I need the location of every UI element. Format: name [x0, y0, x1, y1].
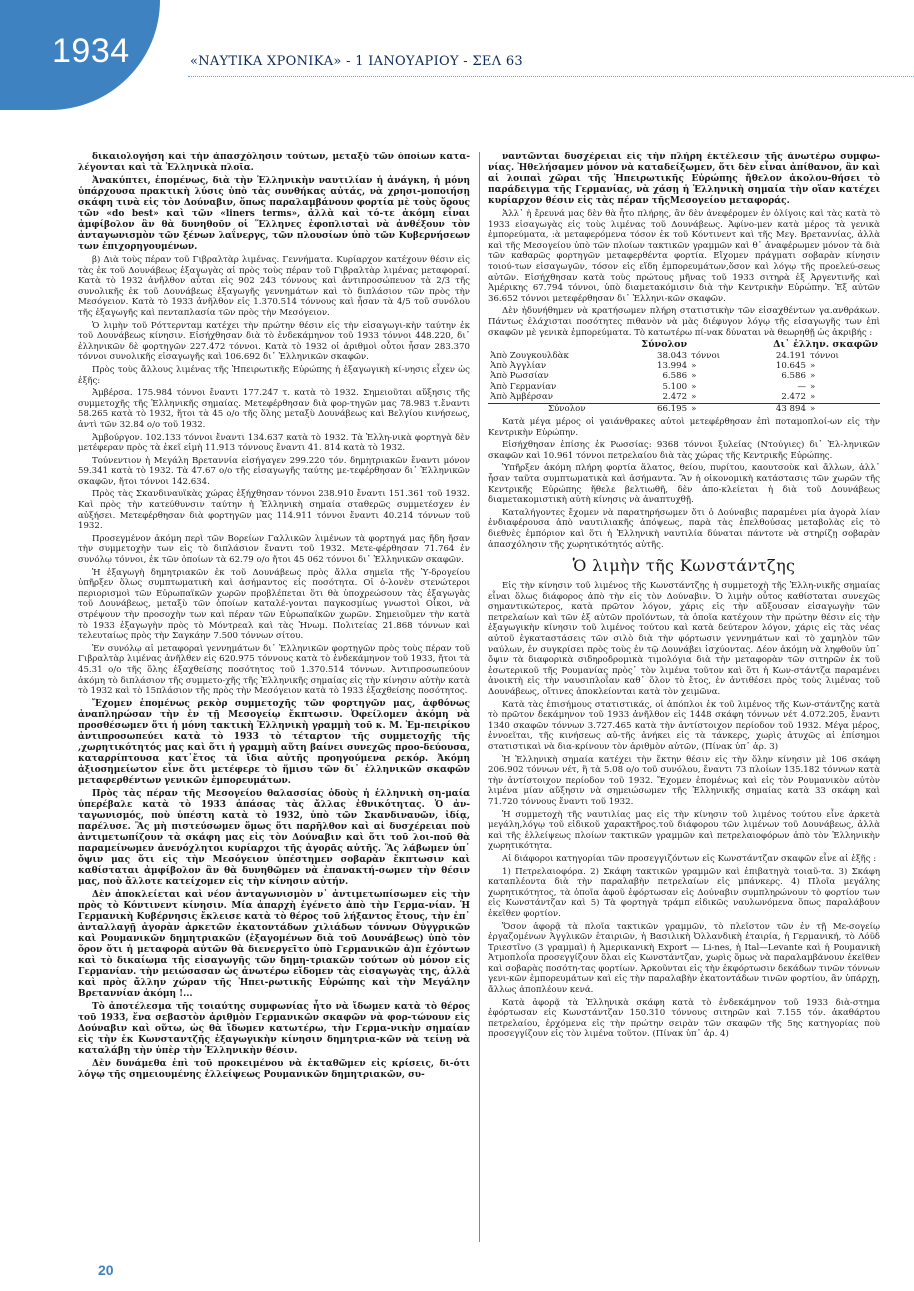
- paragraph: β) Διὰ τοὺς πέραν τοῦ Γιβραλτὰρ λιμένας. Γεννήματα. Κυρίαρχον κατέχουν θέσιν εἰς τὰς ἐκ τοῦ Δουνάβεως ἐξαγωγὰς αἱ πρὸς τοὺς πέραν τοῦ Γιβραλτὰρ λιμένας μεταφοραί. Κατὰ τὸ 1932 ἀνῆλθον αὗται εἰς 902 243 τόννους καὶ ἀντιπροσώπευον τὰ 2/3 τῆς συνολικῆς ἐκ τοῦ Δουνάβεως ἐξαγωγῆς γεννημάτων καὶ τὸ διπλάσιον τῶν πρὸς τὴν Μεσόγειον. Κατὰ τὸ 1933 ἀνῆλθον εἰς 1.370.514 τόννους καὶ ἦσαν τὰ 4/5 τοῦ συνόλου τῆς ἐξαγωγῆς καὶ πενταπλασία τῶν πρὸς τὴν Μεσόγειον.: [78, 255, 470, 318]
- paragraph: Πρὸς τοὺς ἄλλους λιμένας τῆς Ἠπειρωτικῆς Εὐρώπης ἡ ἐξαγωγικὴ κί-νησις εἶχεν ὡς ἑξῆς:: [78, 364, 470, 386]
- section-title-constanta: Ὁ λιμὴν τῆς Κωνστάντζης: [572, 556, 796, 576]
- coal-origin: Ἀπὸ Ρωσσίαν: [490, 371, 549, 382]
- coal-total-unit: τόννοι: [691, 350, 720, 361]
- table-row-total: [488, 403, 880, 414]
- paragraph: Ἀλλ᾽ ἡ ἔρευνά μας δὲν θὰ ἦτο πλήρης, ἂν δὲν ἀνεφέρομεν ἐν ὀλίγοις καὶ τὰς κατὰ τὸ 1933 εἰσαγωγὰς εἰς τοὺς λιμένας τοῦ Δουνάβεως. Ἀφίνο-μεν κατὰ μέρος τὰ γενικὰ ἐμπορεύματα, :ὰ μεταφερόμενα τόσον ἐκ τοῦ Κόντινεντ καὶ τῆς Μεγ. Βρεταννίας, ἀλλὰ καὶ τῆς Μεσογείου ὑπὸ τῶν πλοίων τακτικῶν γραμμῶν καὶ θ᾽ ἀναφέρωμεν μόνον τὰ διὰ τῶν καθαρῶς φορτηγῶν μεταφερθέντα φορτία. Εἴχομεν πράγματι σοβαρὰν κίνησιν τοιού-των εἰσαγωγῶν, τόσον εἰς εἴδη ἐμπορευμάτων,ὅσον καὶ λόγῳ τῆς προελεύ-σεως αὐτῶν. Εἰσήχθησαν κατὰ τοὺς πρώτους μῆνας τοῦ 1933 σιτηρὰ ἐξ Ἀργεντινῆς καὶ Ἀμέρικης 67.794 τόννοι, ὑπὸ διαμετακόμισιν διὰ τὴν Κεντρικὴν Εὐρώπην. Ἐξ αὐτῶν 36.652 τόννοι μετεφέρθησαν δι᾽ Ἑλληνι-κῶν σκαφῶν.: [488, 209, 880, 304]
- right-after-table-paragraphs: [488, 417, 880, 550]
- page-number: 20: [98, 1262, 114, 1278]
- paragraph: Ὑπῆρξεν ἀκόμη πλήρη φορτία ἅλατος, θείου, πυρίτου, καουτσοὺκ καὶ ἄλλων, ἀλλ᾽ ἦσαν ταῦτα συμπτωματικὰ καὶ ἀσήμαντα. Ἂν ἡ οἰκονομικὴ κατάστασις τῶν χωρῶν τῆς Κεντρικῆς Εὐρώπης ἤθελε βελτιωθῆ, δὲν ἀπο-κλείεται ἡ διὰ τοῦ Δουνάβεως διαμετακομιστικὴ αὐτὴ κίνησις νὰ ἀναπτυχθῇ.: [488, 463, 880, 506]
- table-row: [488, 361, 880, 371]
- paragraph: Κατὰ ἀφορᾷ τὰ Ἑλληνικὰ σκάφη κατὰ τὸ ἑνδεκάμηνον τοῦ 1933 διὰ-στημα ἐφόρτωσαν εἰς Κωνστάντζαν 150.310 τόννους σιτηρῶν καὶ 7.155 τόν. ἀκαθάρτου πετρελαίου, ἐρχόμενα εἰς τὴν πρώτην σειρὰν τῶν σκαφῶν τῆς 5ης κατηγορίας ποὺ προσεγγίζουν εἰς τὸν λιμένα τοῦτον. (Πίνακ ὑπ᾽ ἀρ. 4): [488, 997, 880, 1040]
- paragraph: Αἱ διάφοροι κατηγορίαι τῶν προσεγγιζόντων εἰς Κωνστάντζαν σκαφῶν εἶνε αἱ ἑξῆς :: [502, 853, 877, 864]
- coal-origin: Ἀπὸ Ζουγκουλδὰκ: [490, 350, 569, 361]
- table-row: [488, 392, 880, 403]
- left-column: [78, 152, 470, 1242]
- coal-imports-table: [488, 340, 880, 414]
- paragraph: 1) Πετρελαιοφόρα. 2) Σκάφη τακτικῶν γραμμῶν καὶ ἐπιβατηγὰ τοιαῦ-τα. 3) Σκάφη καταπλέοντα διὰ τὴν παραλαβὴν πετρελαίων εἰς μπάνκερς. 4) Πλοῖα μεγάλης χωρητικότητος, τὰ ὁποῖα ἀφοῦ ἐφόρτωσαν εἰς Δούναβιν συμπληρώνουν τὸ φορτίον των εἰς Κωνστάντζαν καὶ 5) Τὰ φορτηγὰ τράμπ εἰδικῶς ναυλωνόμενα ὅπως παραλάβουν ἐκεῖθεν φορτίον.: [488, 866, 880, 919]
- right-intro-paragraphs: [488, 152, 880, 338]
- paragraph: Ἀμβέρσα. 175.984 τόννοι ἔναντι 177.247 τ. κατὰ τὸ 1932. Σημειοῦται αὔξησις τῆς συμμετοχῆς τῆς Ἑλληνικῆς σημαίας. Μετεφέρθησαν διὰ φορ-τηγῶν μας 78.983 τ.ἔναντι 58.265 κατὰ τὸ 1932, ἤτοι τὰ 45 ο/ο τῆς ὅλης μεταξὺ Δουνάβεως καὶ Βελγίου κινήσεως, ἀντὶ τῶν 32.84 ο/ο τοῦ 1932.: [78, 388, 470, 430]
- paragraph: Προσεγμένον ἀκόμη περὶ τῶν Βορείων Γαλλικῶν λιμένων τὰ φορτηγά μας ἤδη ἤσαν τὴν συμμετοχὴν των εἰς τὸ διπλάσιον ἔναντι τοῦ 1932. Μετε-φέρθησαν 71.764 ἐν συνόλῳ τόννοι, ἐκ τῶν ὁποίων τὰ 62.79 ο/ο ἤτοι 45 062 τόννοι δι᾽ Ἑλληνικῶν σκαφῶν.: [78, 533, 470, 566]
- coal-greek-unit: »: [809, 360, 816, 371]
- year-label: 1934: [52, 32, 130, 70]
- column-divider: [479, 152, 480, 1242]
- table-row: [488, 351, 880, 361]
- paragraph: Ἀμβούργον. 102.133 τόννοι ἔναντι 134.637 κατὰ τὸ 1932. Τὰ Ἑλλη-νικὰ φορτηγὰ δὲν μετέφεραν πρὸς τὰ ἐκεῖ εἰμὴ 11.913 τόννους ἔναντι 41. 814 κατὰ τὸ 1932.: [78, 432, 470, 454]
- paragraph: Ἡ Ἑλληνικὴ σημαία κατέχει τὴν ἕκτην θέσιν εἰς τὴν ὅλην κίνησιν μὲ 106 σκάφη 206.902 τόννων νέτ, ἢ τὰ 5.08 ο/ο τοῦ συνόλου, ἔναντι 73 πλοίων 135.182 τόννων κατὰ τὴν ἀντίστοιχον περίοδον τοῦ 1932. Ἔχομεν ἑπομένως καὶ εἰς τὸν Ρουμανικὸν αὐτὸν λιμένα μίαν αὔξησιν νὰ σημειώσωμεν τῆς Ἑλληνικῆς σημαίας κατὰ 33 σκάφη καὶ 71.720 τόννους ἔναντι τοῦ 1932.: [488, 754, 880, 807]
- paragraph: Δὲν δυνάμεθα ἐπὶ τοῦ προκειμένου νὰ ἐκταθῶμεν εἰς κρίσεις, δι-ότι λόγῳ τῆς σημειουμένης ἐλλείψεως Ρουμανικῶν δημητριακῶν, συ-: [78, 1058, 470, 1080]
- coal-total-unit: »: [691, 381, 697, 392]
- coal-greek-unit: τόννοι: [809, 350, 839, 361]
- paragraph: Ἐν συνόλῳ αἱ μεταφοραὶ γεννημάτων δι᾽ Ἑλληνικῶν φορτηγῶν πρὸς τοὺς πέραν τοῦ Γιβραλτὰρ λιμένας ἀνῆλθεν εἰς 620.975 τόννους κατὰ τὸ ἑνδεκάμηνον τοῦ 1933, ἤτοι τὰ 45.31 ο/ο τῆς ὅλης ἐξαχθείσης ποσότητος τοῦ 1.370.514 τόννων. Ἀντιπροσωπεύουν ἀκόμη τὸ διπλάσιον τῆς συμμετο-χῆς τῆς Ἑλληνικῆς σημαίας εἰς τὴν κίνησιν αὐτὴν κατὰ τὸ 1932 καὶ τὸ 15πλάσιον τῆς πρὸς τὴν Μεσόγειον κατὰ τὸ 1933 ἐξαχθείσης ποσότητος.: [78, 643, 470, 697]
- paragraph: Ἡ συμμετοχὴ τῆς ναυτιλίας μας εἰς τὴν κίνησιν τοῦ λιμένος τούτου εἶνε ἀρκετὰ μεγάλη,λόγῳ τοῦ εἰδικοῦ χαρακτῆρος.τοῦ διάφορου τῶν λιμένων τοῦ Δουνάβεως, ἀλλὰ καὶ τῆς ἐλλείψεως πλοίων τακτικῶν γραμμῶν καὶ πετρελαιοφόρων ἀπὸ τὸν Ἑλληνικὴν χωρητικότητα.: [488, 809, 880, 852]
- coal-greek: —: [797, 381, 806, 392]
- constanta-section-paragraphs: [488, 581, 880, 1040]
- coal-header-greek: Δι᾽ ἑλλην. σκαφῶν: [773, 339, 878, 351]
- coal-total: 2.472: [622, 392, 689, 403]
- paragraph: Πρὸς τὰς Σκανδιναυϊκὰς χώρας ἐξήχθησαν τόννοι 238.910 ἔναντι 151.361 τοῦ 1932. Καὶ πρὸς τὴν κατεύθυνσιν ταύτην ἡ Ἑλληνικὴ σημαία σταθερῶς συμμετέσχεν ἐν αὐξήσει. Μετεφέρθησαν διὰ φορτηγῶν μας 114.911 τόννοι ἔναντι 40.214 τόννων τοῦ 1932.: [78, 489, 470, 532]
- right-column: [488, 152, 880, 1242]
- coal-total-unit: »: [691, 392, 697, 403]
- paragraph: Δὲν ἠδυνήθημεν νὰ κρατήσωμεν πλήρη στατιστικὴν τῶν εἰσαχθέντων γα.ανθράκων. Πάντως ἐλάχισται ποσότητες πιθανὸν νὰ μὰς διέφυγον λόγῳ τῆς εἰσαγωγῆς των ἐπὶ σκαφῶν μὲ γενικὰ ἐμπορεύματα. Τὸ κατωτέρω πί-νακ δύναται νὰ θεωρηθῇ ὡς ἀκριβής :: [488, 306, 880, 338]
- paragraph: Ἡ ἐξαγωγὴ δημητριακῶν ἐκ τοῦ Δουνάβεως πρὸς ἄλλα σημεῖα τῆς Ὑ-δρογείου ὑπῆρξεν ὅλως συμπτωματικὴ καὶ ἀσήμαντος εἰς ποσότητα. Οἱ ὀ-λονὲν στενώτεροι περιορισμοὶ τῶν Εὐρωπαϊκῶν χωρῶν προβλέπεται ὅτι θὰ ὑποχρεώσουν τὰς ἐξαγωγὰς τοῦ Δουνάβεως, μεταξὺ τῶν ὁποίων καταλέ-γονται παγκοσμίως γνωστοὶ Οἶκοι, νὰ στρέψουν τὴν προσοχὴν των καὶ πέραν τῶν Εὐρωπαϊκῶν χωρῶν. Σημειοῦμεν τὴν κατὰ τὸ 1933 ἐξαγωγὴν πρὸς τὸ Μόντρεαλ καὶ τὰς Ἡνωμ. Πολιτείας 21.868 τόννων καὶ τελευταίως πρὸς τὴν Σαγκάην 7.500 τόννων σίτου.: [78, 567, 470, 642]
- coal-total: 13.994: [656, 360, 688, 371]
- paragraph: Ὅσον ἀφορᾷ τὰ πλοῖα τακτικῶν γραμμῶν, τὸ πλεῖστον τῶν ἐν τῇ Με-σογείῳ ἐργαζομένων Ἀγγλικῶν ἑταιριῶν, ἡ Βασιλικὴ Ὀλλανδικὴ ἑταιρία, ἡ Γερμανική, τὸ Λόϋδ Τριεστῖνο (3 γραμμαὶ) ἡ Ἀμερικανικὴ Export — Li-nes, ἡ Ital—Levante καὶ ἡ Ρουμανικὴ Ἀτμοπλοΐα προσεγγίζουν ὅλαι εἰς Κωνστάντζαν, χωρὶς ὅμως νὰ παραλαμβάνουν ἐκεῖθεν καὶ σοβαρὰς ποσότη-τας φορτίων. Ἀρκοῦνται εἰς τὴν ἐκφόρτωσιν δεκάδων τινῶν τόννων γενι-κῶν ἐμπορευμάτων καὶ εἰς τὴν παραλαβὴν ἑκατοντάδων τινῶν φορτίου, ἂν ὑπάρχῃ, ἄλλως ἀποπλέουν κενά.: [488, 921, 880, 996]
- coal-sum-label: Σύνολον: [488, 403, 622, 414]
- table-row: [488, 371, 880, 381]
- paragraph: Πρὸς τὰς πέραν τῆς Μεσογείου θαλασσίας ὁδοὺς ἡ ἑλληνικὴ ση-μαία ὑπερέβαλε κατὰ τὸ 1933 ἁπάσας τὰς ἄλλας ἐθνικότητας. Ὁ ἀν-ταγωνισμός, ποὺ ὑπέστη κατὰ τὸ 1932, ὑπὸ τῶν Σκανδιναυῶν, ἰδίᾳ, παρέλυσε. Ἂς μὴ πιστεύσωμεν ὅμως ὅτι παρῆλθον καὶ αἱ δυσχέρειαι ποὺ ἀντιμετωπίζουν τὰ σκάφη μας εἰς τὸν Δούναβιν καὶ ὅτι τοῦ λοι-ποῦ θὰ παραμείνωμεν ἀνενόχλητοι κυρίαρχοι τῆς ἀγορᾶς αὐτῆς. Ἂς λάβωμεν ὑπ᾽ ὄψιν μας ὅτι εἰς τὴν Μεσόγειον ὑπέστημεν σοβαρὰν ἔκπτωσιν καὶ καθίσταται ἀμφίβολον ἂν θὰ δυνηθῶμεν νὰ ἐπανακτή-σωμεν τὴν θέσιν μας, ποὺ ἄλλοτε κατείχομεν εἰς τὴν κίνησιν αὐτήν.: [78, 788, 470, 887]
- coal-greek: 2.472: [733, 392, 808, 403]
- paragraph: Ὁ λιμὴν τοῦ Ρόττερνταμ κατέχει τὴν πρώτην θέσιν εἰς τὴν εἰσαγωγι-κὴν ταύτην ἐκ τοῦ Δουνάβεως κίνησιν. Εἰσήχθησαν διὰ τὸ ἑνδεκάμηνον τοῦ 1933 τόννοι 448.220, δι᾽ ἑλληνικῶν δὲ φορτηγῶν 227.472 τόννοι. Κατὰ τὸ 1932 οἱ ἀριθμοὶ οὗτοι ἦσαν 283.370 τόννοι συνολικῆς εἰσαγωγῆς καὶ 106.692 δι᾽ Ἑλληνικῶν σκαφῶν.: [78, 320, 470, 363]
- paragraph: Τὸ ἀποτέλεσμα τῆς τοιαύτης συμφωνίας ἦτο νὰ ἴδωμεν κατὰ τὸ θέρος τοῦ 1933, ἕνα σεβαστὸν ἀριθμὸν Γερμανικῶν σκαφῶν νὰ φορ-τώνουν εἰς Δούναβιν καὶ οὕτω, ὡς θὰ ἴδωμεν κατωτέρω, τὴν Γερμα-νικὴν σημαίαν εἰς τὴν ἐκ Κωνσταντζῆς ἐξαγωγικὴν κίνησιν δημητρια-κῶν νὰ τείνῃ νὰ καταλάβῃ τὴν ὑπὲρ τὴν Ἑλληνικὴν θέσιν.: [78, 1001, 470, 1056]
- coal-greek-unit: »: [809, 381, 816, 392]
- running-header: «ΝΑΥΤΙΚΑ ΧΡΟΝΙΚΑ» - 1 ΙΑΝΟΥΑΡΙΟΥ - ΣΕΛ 63: [190, 54, 523, 69]
- article-body: [78, 152, 890, 1242]
- paragraph: Τούνεντιον ἡ Μεγάλη Βρεταννία εἰσήγαγεν 299.220 τόν. δημητριακῶν ἔναντι μόνον 59.341 κατὰ τὸ 1932. Τὰ 47.67 ο/ο τῆς εἰσαγωγῆς ταύτης με-τεφέρθησαν δι᾽ Ἑλληνικῶν σκαφῶν, ἤτοι τόννοι 142.634.: [78, 455, 470, 487]
- paragraph: Εἰς τὴν κίνησιν τοῦ λιμένος τῆς Κωνστάντζης ἡ συμμετοχὴ τῆς Ἑλλη-νικῆς σημαίας εἶναι ὅλως διάφορος ἀπὸ τὴν εἰς τὸν Δούναβιν. Ὁ λιμὴν οὗτος καθίσταται συνεχῶς σημαντικώτερος, κατὰ πρῶτον λόγον, χάρις εἰς τὴν αὔξουσαν εἰσαγωγὴν τῶν πετρελαίων καὶ τῶν ἐξ αὐτῶν προϊόντων, τὰ ὁποῖα κατέχουν τὴν πρώτην θέσιν εἰς τὴν ἐξαγωγικὴν κίνησιν τοῦ λιμένος τούτου καὶ κατὰ δεύτερον λόγον, χάρις εἰς τὰς νέας αὐτοῦ ἐγκαταστάσεις τῶν σιλὸ διὰ τὴν φόρτωσιν γεννημάτων καὶ τὸ χαμηλὸν τῶν ναύλων, ἐν συγκρίσει πρὸς τοὺς ἐν τῷ Δουνάβει ἰσχύοντας. Δέον ἀκόμη νὰ ληφθοῦν ὑπ᾽ ὄψιν τὰ διαφορικὰ σιδηροδρομικὰ τιμολόγια διὰ τὴν μεταφορὰν τῶν σιτηρῶν ἐκ τοῦ ἐσωτερικοῦ τῆς Ρουμανίας πρὸς᾽ τὸν λιμένα τοῦτον καὶ ὅτι ἡ Κων-στάντζα παραμένει ἀνοικτὴ εἰς τὴν ναυσιπλοΐαν καθ᾽ ὅλον τὸ ἔτος, ἐν ἀντιθέσει πρὸς τοὺς λιμένας τοῦ Δουνάβεως, οἵτινες ἀποκλείονται κατὰ τὸν χειμῶνα.: [488, 581, 880, 698]
- coal-total-unit: »: [691, 360, 697, 371]
- paragraph: Ἀνακύπτει, ἑπομένως, διὰ τὴν Ἑλληνικὴν ναυτιλίαν ἡ ἀνάγκη, ἡ μόνη ὑπάρχουσα πρακτικὴ λύσις ὑπὸ τὰς συνθήκας αὐτάς, νὰ χρησι-μοποιήσῃ σκάφη τινὰ εἰς τὸν Δούναβιν, ὅπως παραλαμβάνουν φορτία μὲ τοὺς ὅρους τῶν «do best» καὶ τῶν «liners terms», ἀλλὰ καὶ τό-τε ἀκόμη εἶναι ἀμφίβολον ἂν θὰ δυνηθοῦν οἱ Ἕλληνες ἐφοπλισταὶ νὰ ἀνθέξουν τὸν ἀνταγωνισμὸν τῶν ξένων λαΐνεργς, τῶν πλουσίων ὑπὸ τῶν Κυβερνήσεων των ἐπιχορηγουμένων.: [78, 176, 470, 252]
- table-row: [488, 382, 880, 392]
- coal-greek-unit: »: [809, 392, 816, 403]
- paragraph: Δὲν ἀποκλείεται καὶ νέον ἀνταγωνισμὸν ν᾽ ἀντιμετωπίσωμεν εἰς τὴν πρὸς τὸ Κόντινεντ κίνησιν. Μία ἀπαρχὴ ἐγένετο ἀπὸ τὴν Γερμα-νίαν. Ἡ Γερμανικὴ Κυβέρνησις ἔκλεισε κατὰ τὸ θέρος τοῦ λήξαντος ἔτους, τὴν ἐπ᾽ ἀνταλλαγῇ ἀγορὰν ἀρκετῶν ἑκατοντάδων χιλιάδων τόννων Οὐγγρικῶν καὶ Ρουμανικῶν δημητριακῶν (ἐξαγομένων διὰ τοῦ Δουνάβεως) ὑπὸ τὸν ὅρον ὅτι ἡ μεταφορὰ αὐτῶν θὰ διενεργεῖτο ὑπὸ Γερμανικῶν ἀ)π ἐχόντων καὶ τὸ δικαίωμα τῆς εἰσαγωγῆς τῶν δημη-τριακῶν τούτων οὐ μόνον εἰς Γερμανίαν. τὴν μειώσασαν ὡς ἀνωτέρω εἴδομεν τὰς εἰσαγωγὰς της, ἀλλὰ καὶ πρὸς ἄλλην χώραν τῆς Ἠπει-ρωτικῆς Εὐρώπης καὶ τὴν Μεγάλην Βρεταννίαν ἀκόμη !...: [78, 889, 470, 999]
- paragraph: Κατὰ τὰς ἐπισήμους στατιστικάς, οἱ ἀπόπλοι ἐκ τοῦ λιμένος τῆς Κων-στάντζης κατὰ τὸ πρῶτον δεκάμηνον τοῦ 1933 ἀνῆλθον εἰς 1448 σκάφη τόννων νέτ 4.072.205, ἔναντι 1340 σκαφῶν τόννων 3.727.465 κατὰ τὴν ἀντίστοιχον περίοδον τοῦ 1932. Μέγα μέρος, ἐννοεῖται, τῆς κινήσεως αὐ-τῆς ἀνήκει εἰς τὰ τάνκερς, χωρὶς ἀτυχῶς αἱ ἐπίσημοι στατιστικαὶ νὰ δια-κρίνουν τὸν ἀριθμὸν αὐτῶν, (Πίνακ ὑπ᾽ ἀρ. 3): [488, 699, 880, 752]
- coal-greek: 6.586: [781, 371, 806, 382]
- coal-total: 6.586: [662, 371, 688, 382]
- coal-sum-unit: »: [689, 403, 733, 414]
- coal-table-header: [488, 340, 880, 350]
- coal-sum-greek: 43 894: [733, 403, 808, 414]
- coal-origin: Ἀπὸ Ἀμβέρσαν: [490, 392, 553, 403]
- coal-sum-greek-unit: »: [808, 403, 880, 414]
- paragraph: Ἔχομεν ἑπομένως ρεκὸρ συμμετοχῆς τῶν φορτηγῶν μας, ἀφθόνως ἀναπληρώσαν τὴν ἐν τῇ Μεσογείῳ ἔκπτωσιν. Ὀφείλομεν ἀκόμη νὰ προσθέσωμεν ὅτι ἡ μόνη τακτικὴ Ἑλληνικὴ γραμμὴ τοῦ κ. Μ. Ἐμ-πειρίκου ἀντιπροσωπεύει κατὰ τὸ 1933 τὸ τέταρτον τῆς συμμετοχῆς τῆς ,χωρητικότητός μας καὶ ὅτι ἡ γραμμὴ αὕτη βαίνει συνεχῶς προο-δεύουσα, καταρρίπτουσα κατ᾽ἔτος τὰ ἴδια αὐτῆς προηγούμενα ρεκόρ. Ἀκόμη ἀξιοσημείωτον εἶνε ὅτι μετέφερε τὸ ἥμισυ τῶν δι᾽ ἑλληνικῶν σκαφῶν μεταφερθέντων γενικῶν ἐμπορευμάτων.: [78, 698, 470, 786]
- coal-header-total: Σύνολον: [641, 339, 688, 351]
- coal-sum-total: 66.195: [622, 403, 689, 414]
- coal-greek: 24.191: [775, 350, 806, 361]
- coal-greek-unit: »: [809, 371, 816, 382]
- coal-total: 38.043: [656, 350, 688, 361]
- header-divider: [188, 76, 914, 77]
- paragraph: ναντῶνται δυσχέρειαι εἰς τὴν πλήρη ἐκτέλεσιν τῆς ἀνωτέρω συμφω-νίας. Ἠθελήσαμεν μόνον νὰ καταδείξωμεν, ὅτι δὲν εἶναι ἀπίθανον, ἂν καὶ αἱ λοιπαὶ χῶραι τῆς Ἠπειρωτικῆς Εὐρώπης ἤθελον ἀκολου-θήσει τὸ παράδειγμα τῆς Γερμανίας, νὰ χάσῃ ἡ Ἑλληνικὴ σημαία τὴν οἵαν κατέχει κυρίαρχον θέσιν εἰς τὰς πέραν τῆςΜεσογείου μεταφοράς.: [488, 152, 880, 206]
- coal-total-unit: »: [691, 371, 697, 382]
- paragraph: Κατὰ μέγα μέρος οἱ γαιάνθρακες αὐτοὶ μετεφέρθησαν ἐπὶ ποταμοπλοί-ων εἰς τὴν Κεντρικὴν Εὐρώπην.: [488, 416, 880, 438]
- paragraph: Εἰσήχθησαν ἐπίσης ἐκ Ρωσσίας: 9368 τόννοι ξυλείας (Ντούγιες) δι᾽ Ἑλ-ληνικῶν σκαφῶν καὶ 10.961 τόννοι πετρελαίου διὰ τὰς χώρας τῆς Κεντρικῆς Εὐρώπης.: [488, 440, 880, 461]
- paragraph: Καταλήγοντες ἔχομεν νὰ παρατηρήσωμεν ὅτι ὁ Δούναβις παραμένει μία ἀγορὰ λίαν ἐνδιαφέρουσα ἀπὸ ναυτιλιακῆς ἀπόψεως, παρὰ τὰς ἐπελθούσας μεταβολὰς εἰς τὸ διεθνὲς ἐμπόριον καὶ ὅτι ἡ Ἑλληνικὴ ναυτιλία δύναται πάντοτε νὰ στηρίζῃ σοβαρὰν ἀπασχόλησιν τῆς χωρητικότητός αὐτῆς.: [488, 507, 880, 550]
- coal-origin: Ἀπὸ Ἀγγλίαν: [490, 360, 547, 371]
- coal-total: 5.100: [662, 381, 688, 392]
- coal-greek: 10.645: [775, 360, 806, 371]
- coal-origin: Ἀπὸ Γερμανίαν: [490, 381, 557, 392]
- paragraph: δικαιολογήση καὶ τὴν ἀπασχόλησιν τούτων, μεταξὺ τῶν ὁποίων κατα-λέγονται καὶ τὰ Ἑλληνικὰ πλοῖα.: [78, 152, 470, 173]
